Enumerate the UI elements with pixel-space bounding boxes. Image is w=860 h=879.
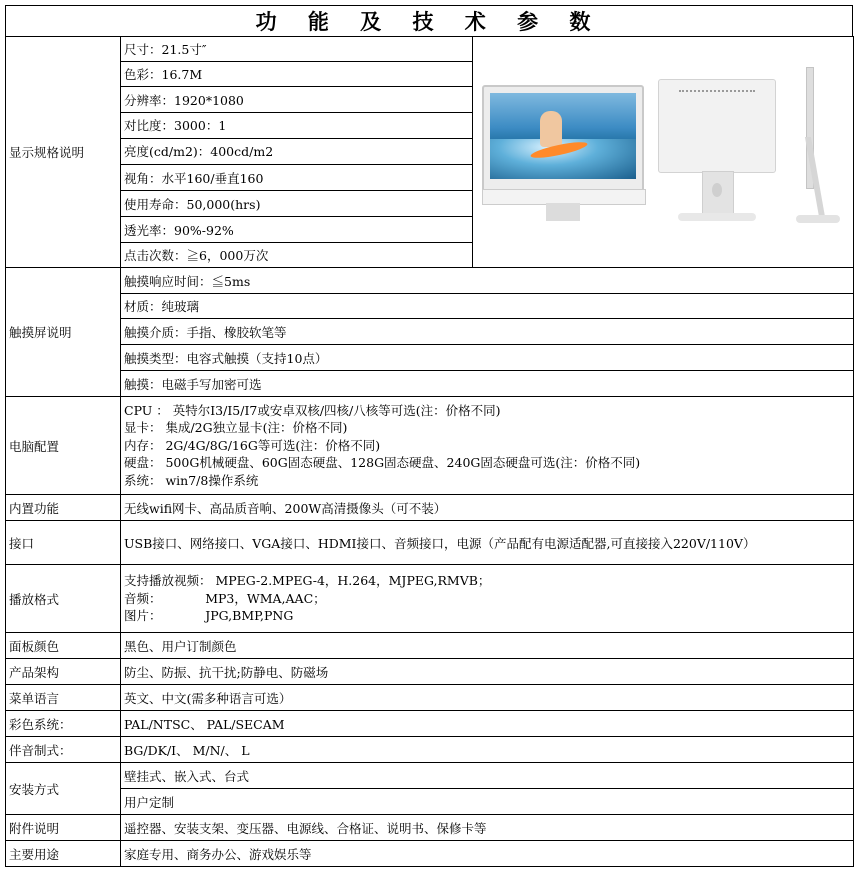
- playback-line: 图片： JPG,BMP,PNG: [124, 608, 294, 624]
- table-row: [6, 841, 854, 867]
- category-ports: 接口: [6, 521, 121, 565]
- spec-cell: 材质：纯玻璃: [121, 294, 854, 319]
- spec-cell: 黑色、用户订制颜色: [121, 633, 854, 659]
- page-title: 功 能 及 技 术 参 数: [5, 5, 853, 37]
- table-row: [6, 495, 854, 521]
- category-architecture: 产品架构: [6, 659, 121, 685]
- table-row: [6, 371, 854, 397]
- category-accessories: 附件说明: [6, 815, 121, 841]
- spec-cell: 遥控器、安装支架、变压器、电源线、合格证、说明书、保修卡等: [121, 815, 854, 841]
- category-color-system: 彩色系统：: [6, 711, 121, 737]
- spec-cell: 透光率：90%-92%: [121, 217, 473, 242]
- spec-cell: 触摸：电磁手写加密可选: [121, 371, 854, 397]
- table-row: [6, 815, 854, 841]
- table-row: [6, 268, 854, 294]
- category-usage: 主要用途: [6, 841, 121, 867]
- spec-cell: 对比度：3000：1: [121, 112, 473, 138]
- spec-cell: 用户定制: [121, 789, 854, 815]
- product-images: [476, 37, 854, 267]
- pc-line: 系统： win7/8操作系统: [124, 472, 259, 488]
- spec-cell: 无线wifi网卡、高品质音响、200W高清摄像头（可不装）: [121, 495, 854, 521]
- pc-line: 内存： 2G/4G/8G/16G等可选(注：价格不同): [124, 437, 381, 453]
- monitor-back-image: [658, 79, 776, 221]
- pc-line: 硬盘： 500G机械硬盘、60G固态硬盘、128G固态硬盘、240G固态硬盘可选(注：价格不同): [124, 455, 641, 471]
- table-row: [6, 345, 854, 371]
- pc-line: 显卡： 集成/2G独立显卡(注：价格不同): [124, 420, 348, 436]
- playback-line: 音频： MP3，WMA,AAC；: [124, 590, 326, 606]
- table-row: [6, 685, 854, 711]
- spec-cell: 英文、中文(需多种语言可选）: [121, 685, 854, 711]
- table-row: [6, 565, 854, 633]
- spec-cell: 触摸介质：手指、橡胶软笔等: [121, 319, 854, 345]
- monitor-front-image: [482, 85, 646, 213]
- table-row: [6, 294, 854, 319]
- spec-cell: BG/DK/I、 M/N/、 L: [121, 737, 854, 763]
- category-panel-color: 面板颜色: [6, 633, 121, 659]
- playback-cell: [121, 565, 854, 633]
- pc-config-cell: [121, 397, 854, 495]
- category-install: 安装方式: [6, 763, 121, 815]
- spec-cell: PAL/NTSC、 PAL/SECAM: [121, 711, 854, 737]
- spec-cell: 防尘、防振、抗干扰;防静电、防磁场: [121, 659, 854, 685]
- table-row: [6, 789, 854, 815]
- table-row: [6, 763, 854, 789]
- spec-cell: 色彩：16.7M: [121, 62, 473, 87]
- category-builtin: 内置功能: [6, 495, 121, 521]
- category-sound-system: 伴音制式：: [6, 737, 121, 763]
- table-row: [6, 397, 854, 495]
- spec-cell: 视角：水平160/垂直160: [121, 165, 473, 191]
- product-image-cell: [473, 37, 854, 268]
- spec-cell: USB接口、网络接口、VGA接口、HDMI接口、音频接口，电源（产品配有电源适配器,可直接接入220V/110V）: [121, 521, 854, 565]
- spec-cell: 亮度(cd/m2)：400cd/m2: [121, 138, 473, 164]
- table-row: [6, 711, 854, 737]
- spec-cell: 触摸类型：电容式触摸（支持10点）: [121, 345, 854, 371]
- table-row: [6, 633, 854, 659]
- spec-cell: 使用寿命：50,000(hrs): [121, 191, 473, 217]
- spec-table: [5, 36, 854, 867]
- category-pc: 电脑配置: [6, 397, 121, 495]
- table-row: [6, 37, 854, 62]
- playback-line: 支持播放视频： MPEG-2.MPEG-4，H.264，MJPEG,RMVB；: [124, 573, 491, 589]
- table-row: [6, 521, 854, 565]
- pc-line: CPU ： 英特尔I3/I5/I7或安卓双核/四核/八核等可选(注：价格不同): [124, 402, 501, 418]
- spec-cell: 壁挂式、嵌入式、台式: [121, 763, 854, 789]
- category-touch: 触摸屏说明: [6, 268, 121, 397]
- monitor-side-image: [786, 67, 846, 227]
- spec-cell: 点击次数：≧6，000万次: [121, 242, 473, 267]
- table-row: [6, 659, 854, 685]
- category-display: 显示规格说明: [6, 37, 121, 268]
- category-playback: 播放格式: [6, 565, 121, 633]
- table-row: [6, 319, 854, 345]
- table-row: [6, 737, 854, 763]
- spec-cell: 尺寸：21.5寸″: [121, 37, 473, 62]
- spec-cell: 家庭专用、商务办公、游戏娱乐等: [121, 841, 854, 867]
- spec-cell: 分辨率：1920*1080: [121, 87, 473, 112]
- category-menu-lang: 菜单语言: [6, 685, 121, 711]
- spec-cell: 触摸响应时间：≦5ms: [121, 268, 854, 294]
